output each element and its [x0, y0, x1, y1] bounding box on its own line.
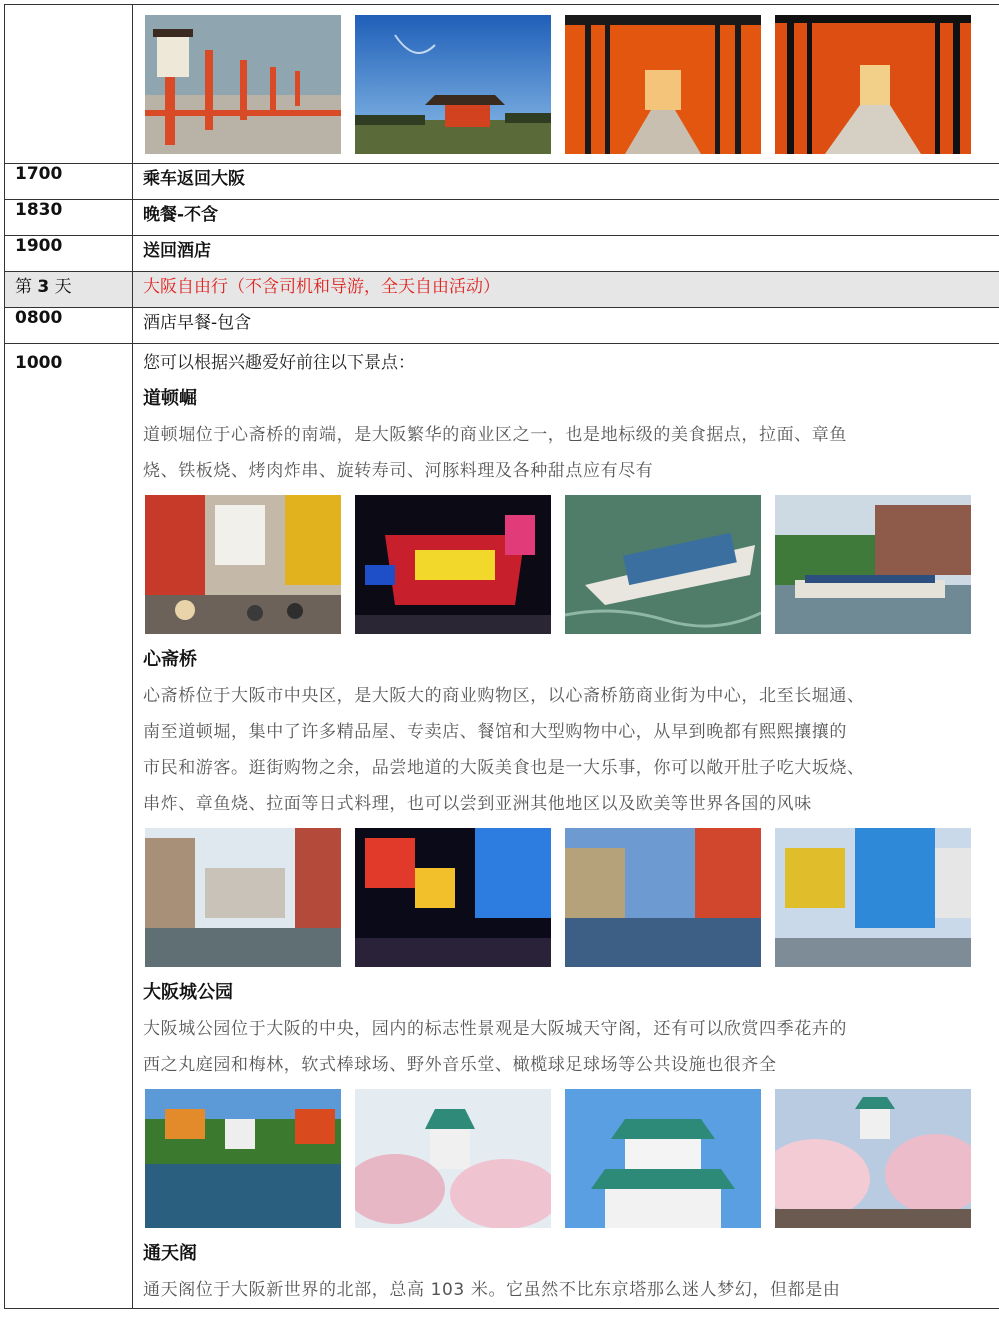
- spot-title: 心斋桥: [143, 649, 197, 670]
- activity-cell: 晚餐-不含: [133, 200, 999, 236]
- photo-castle-autumn-pond: [145, 1089, 341, 1228]
- spot-desc-line: 心斋桥位于大阪市中央区，是大阪大的商业购物区，以心斋桥筋商业街为中心，北至长堀通、: [143, 686, 865, 706]
- photo-street-signs: [145, 495, 341, 634]
- photo-castle-cherry-blossom: [355, 1089, 551, 1228]
- intro-text: 您可以根据兴趣爱好前往以下景点：: [143, 353, 415, 373]
- spot-photos: [145, 1089, 999, 1228]
- spot-desc-line: 串炸、章鱼烧、拉面等日式料理，也可以尝到亚洲其他地区以及欧美等世界各国的风味: [143, 794, 812, 814]
- spot-desc-line: 大阪城公园位于大阪的中央，园内的标志性景观是大阪城天守阁，还有可以欣赏四季花卉的: [143, 1019, 847, 1039]
- spot-photos: [145, 495, 999, 634]
- photo-castle-sakura-park: [775, 1089, 971, 1228]
- spot-desc-line: 南至道顿堀，集中了许多精品屋、专卖店、餐馆和大型购物中心，从早到晚都有熙熙攘攘的: [143, 722, 847, 742]
- photo-senbon-torii-tunnel: [565, 15, 761, 154]
- schedule-row: [5, 200, 999, 236]
- schedule-row: [5, 164, 999, 200]
- activity-cell: 送回酒店: [133, 236, 999, 272]
- spot-desc-line: 道顿堀位于心斋桥的南端，是大阪繁华的商业区之一，也是地标级的美食据点，拉面、章鱼: [143, 425, 847, 445]
- spot-desc-line: 通天阁位于大阪新世界的北部，总高 103 米。它虽然不比东京塔那么迷人梦幻，但都是由: [143, 1280, 841, 1300]
- photo-night-billboards: [355, 828, 551, 967]
- main-activity-cell: [133, 344, 999, 1309]
- photo-dotonbori-neon-gate: [355, 495, 551, 634]
- day-suffix: 天: [54, 277, 72, 297]
- photo-canal-buildings: [145, 828, 341, 967]
- spot-title: 通天阁: [143, 1243, 197, 1264]
- photo-shrine-gate-blue-sky: [355, 15, 551, 154]
- empty-time-cell: [5, 5, 133, 164]
- activity-cell: 乘车返回大阪: [133, 164, 999, 200]
- photo-canal-reflection: [565, 828, 761, 967]
- photo-river-tour-boat: [565, 495, 761, 634]
- day-prefix: 第: [15, 277, 32, 297]
- time-cell: 0800: [5, 308, 133, 344]
- spot-desc-line: 市民和游客。逛街购物之余，品尝地道的大阪美食也是一大乐事，你可以敞开肚子吃大坂烧、: [143, 758, 865, 778]
- spot-photos: [145, 828, 999, 967]
- main-activity-row: [5, 344, 999, 1309]
- spot-title: 道顿崛: [143, 388, 197, 409]
- spot-desc-line: 烧、铁板烧、烤肉炸串、旋转寿司、河豚料理及各种甜点应有尽有: [143, 461, 654, 481]
- day-number: 3: [37, 277, 50, 297]
- schedule-row: [5, 308, 999, 344]
- photo-river-cruise-boat: [775, 495, 971, 634]
- photo-torii-lantern-path: [145, 15, 341, 154]
- photo-row: [5, 5, 999, 164]
- photo-senbon-torii-corridor: [775, 15, 971, 154]
- time-cell: 1900: [5, 236, 133, 272]
- photo-glico-sign: [775, 828, 971, 967]
- time-cell: 1830: [5, 200, 133, 236]
- spot-desc-line: 西之丸庭园和梅林，软式棒球场、野外音乐堂、橄榄球足球场等公共设施也很齐全: [143, 1055, 777, 1075]
- time-cell: 1700: [5, 164, 133, 200]
- spot-title: 大阪城公园: [143, 982, 233, 1003]
- itinerary-table: [4, 4, 999, 1309]
- photo-castle-closeup: [565, 1089, 761, 1228]
- time-cell: 1000: [5, 344, 133, 1309]
- day-label: [5, 272, 133, 308]
- photo-cell: [133, 5, 999, 164]
- activity-cell: 酒店早餐-包含: [133, 308, 999, 344]
- schedule-row: [5, 236, 999, 272]
- day-title: 大阪自由行（不含司机和导游，全天自由活动）: [133, 272, 999, 308]
- day-header-row: [5, 272, 999, 308]
